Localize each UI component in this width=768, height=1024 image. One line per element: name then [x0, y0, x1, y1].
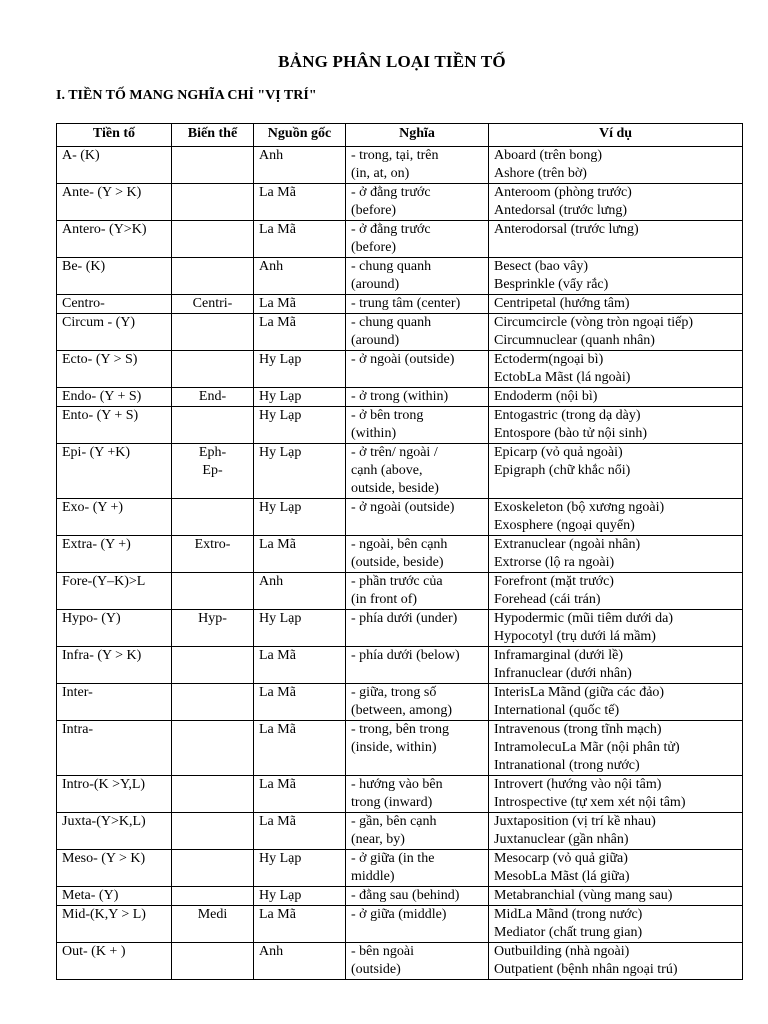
example-cell — [489, 499, 743, 536]
example-cell-line: Besect (bao vây) — [494, 259, 589, 274]
variant-cell — [172, 647, 254, 684]
variant-cell — [172, 295, 254, 314]
variant-cell — [172, 351, 254, 388]
origin-cell-line: Anh — [259, 944, 284, 959]
meaning-cell — [346, 573, 489, 610]
example-cell — [489, 388, 743, 407]
prefix-cell — [57, 610, 172, 647]
meaning-cell-line: (in front of) — [351, 592, 418, 607]
origin-cell-line: Hy Lạp — [259, 888, 302, 903]
origin-cell — [254, 536, 346, 573]
origin-cell-line: La Mã — [259, 685, 296, 700]
prefix-cell-line: A- (K) — [62, 148, 100, 163]
meaning-cell-line: - ở trong (within) — [351, 389, 449, 404]
meaning-cell-line: cạnh (above, — [351, 463, 423, 478]
meaning-cell — [346, 943, 489, 980]
meaning-cell-line: - ở ngoài (outside) — [351, 352, 455, 367]
example-cell — [489, 314, 743, 351]
meaning-cell-line: - chung quanh — [351, 315, 432, 330]
meaning-cell-line: (near, by) — [351, 832, 405, 847]
variant-cell — [172, 813, 254, 850]
meaning-cell-line: (within) — [351, 426, 397, 441]
table-row — [57, 684, 743, 721]
prefix-cell-line: Juxta-(Y>K,L) — [62, 814, 146, 829]
example-cell — [489, 813, 743, 850]
example-cell-line: IntramolecuLa Mãr (nội phân tử) — [494, 740, 680, 755]
table-row — [57, 610, 743, 647]
prefix-cell — [57, 499, 172, 536]
prefix-cell — [57, 258, 172, 295]
origin-cell — [254, 314, 346, 351]
prefix-cell-line: Ante- (Y > K) — [62, 185, 142, 200]
meaning-cell-line: (between, among) — [351, 703, 453, 718]
meaning-cell — [346, 776, 489, 813]
prefix-cell-line: Ento- (Y + S) — [62, 408, 139, 423]
meaning-cell — [346, 295, 489, 314]
meaning-cell-line: (before) — [351, 203, 397, 218]
variant-cell — [172, 407, 254, 444]
variant-cell — [172, 444, 254, 499]
meaning-cell-line: - ở ngoài (outside) — [351, 500, 455, 515]
meaning-cell-line: (in, at, on) — [351, 166, 410, 181]
variant-cell-line: End- — [198, 389, 227, 404]
meaning-cell-line: - phía dưới (below) — [351, 648, 460, 663]
meaning-cell — [346, 258, 489, 295]
prefix-cell-line: Circum - (Y) — [62, 315, 136, 330]
column-header-origin: Nguồn gốc — [254, 124, 346, 147]
origin-cell — [254, 351, 346, 388]
example-cell-line: Introvert (hướng vào nội tâm) — [494, 777, 662, 792]
example-cell-line: EctobLa Mãst (lá ngoài) — [494, 370, 631, 385]
prefix-cell-line: Extra- (Y +) — [62, 537, 131, 552]
variant-cell-line: Ep- — [202, 463, 223, 478]
example-cell-line: Extranuclear (ngoài nhân) — [494, 537, 641, 552]
example-cell — [489, 573, 743, 610]
prefix-cell-line: Epi- (Y +K) — [62, 445, 131, 460]
variant-cell — [172, 499, 254, 536]
meaning-cell-line: - ở giữa (in the — [351, 851, 435, 866]
meaning-cell-line: - trong, bên trong — [351, 722, 449, 737]
meaning-cell-line: (around) — [351, 277, 400, 292]
prefix-cell — [57, 444, 172, 499]
origin-cell — [254, 573, 346, 610]
prefix-cell — [57, 147, 172, 184]
origin-cell — [254, 906, 346, 943]
example-cell-line: Extrorse (lộ ra ngoài) — [494, 555, 615, 570]
table-row — [57, 721, 743, 776]
origin-cell-line: La Mã — [259, 185, 296, 200]
table-row — [57, 887, 743, 906]
variant-cell-line: Eph- — [198, 445, 227, 460]
variant-cell — [172, 573, 254, 610]
origin-cell-line: Hy Lạp — [259, 611, 302, 626]
origin-cell — [254, 610, 346, 647]
origin-cell-line: La Mã — [259, 814, 296, 829]
origin-cell — [254, 887, 346, 906]
example-cell-line: Exoskeleton (bộ xương ngoài) — [494, 500, 665, 515]
example-cell-line: Epigraph (chữ khắc nổi) — [494, 463, 631, 478]
meaning-cell-line: (outside) — [351, 962, 401, 977]
example-cell-line: Juxtanuclear (gần nhân) — [494, 832, 629, 847]
meaning-cell — [346, 221, 489, 258]
meaning-cell-line: - trong, tại, trên — [351, 148, 439, 163]
variant-cell-line: Extro- — [194, 537, 231, 552]
prefix-cell — [57, 388, 172, 407]
variant-cell — [172, 258, 254, 295]
page-title: BẢNG PHÂN LOẠI TIỀN TỐ — [278, 52, 506, 71]
meaning-cell-line: middle) — [351, 869, 395, 884]
variant-cell-line: Hyp- — [198, 611, 227, 626]
origin-cell — [254, 295, 346, 314]
meaning-cell — [346, 887, 489, 906]
prefix-cell-line: Endo- (Y + S) — [62, 389, 142, 404]
meaning-cell — [346, 499, 489, 536]
prefix-cell — [57, 647, 172, 684]
origin-cell-line: Anh — [259, 259, 284, 274]
table-row — [57, 388, 743, 407]
origin-cell — [254, 221, 346, 258]
example-cell — [489, 776, 743, 813]
variant-cell — [172, 314, 254, 351]
prefix-cell-line: Be- (K) — [62, 259, 106, 274]
prefix-cell — [57, 573, 172, 610]
example-cell-line: Endoderm (nội bì) — [494, 389, 598, 404]
table-header-row — [57, 124, 743, 147]
meaning-cell-line: - giữa, trong số — [351, 685, 437, 700]
prefix-cell — [57, 684, 172, 721]
example-cell-line: Antedorsal (trước lưng) — [494, 203, 627, 218]
example-cell-line: Inframarginal (dưới lề) — [494, 648, 624, 663]
meaning-cell — [346, 536, 489, 573]
meaning-cell-line: (outside, beside) — [351, 555, 444, 570]
meaning-cell-line: - ở đằng trước — [351, 185, 431, 200]
example-cell-line: Circumcircle (vòng tròn ngoại tiếp) — [494, 315, 694, 330]
example-cell-line: Ectoderm(ngoại bì) — [494, 352, 604, 367]
prefix-cell-line: Exo- (Y +) — [62, 500, 124, 515]
variant-cell — [172, 776, 254, 813]
example-cell-line: Intravenous (trong tĩnh mạch) — [494, 722, 662, 737]
table-row — [57, 444, 743, 499]
meaning-cell-line: - phía dưới (under) — [351, 611, 458, 626]
prefix-cell — [57, 906, 172, 943]
variant-cell — [172, 610, 254, 647]
meaning-cell-line: - trung tâm (center) — [351, 296, 461, 311]
table-row — [57, 407, 743, 444]
variant-cell — [172, 721, 254, 776]
meaning-cell-line: (inside, within) — [351, 740, 437, 755]
meaning-cell — [346, 147, 489, 184]
origin-cell-line: La Mã — [259, 296, 296, 311]
variant-cell — [172, 147, 254, 184]
meaning-cell — [346, 813, 489, 850]
origin-cell-line: Hy Lạp — [259, 352, 302, 367]
origin-cell-line: Anh — [259, 148, 284, 163]
origin-cell — [254, 943, 346, 980]
origin-cell-line: La Mã — [259, 722, 296, 737]
origin-cell — [254, 776, 346, 813]
variant-cell — [172, 943, 254, 980]
example-cell-line: Epicarp (vỏ quả ngoài) — [494, 445, 623, 460]
example-cell-line: Hypocotyl (trụ dưới lá mầm) — [494, 629, 656, 644]
origin-cell — [254, 388, 346, 407]
table-row — [57, 221, 743, 258]
table-row — [57, 499, 743, 536]
meaning-cell — [346, 314, 489, 351]
meaning-cell — [346, 684, 489, 721]
table-row — [57, 776, 743, 813]
prefix-cell — [57, 536, 172, 573]
example-cell — [489, 647, 743, 684]
origin-cell-line: La Mã — [259, 648, 296, 663]
origin-cell — [254, 444, 346, 499]
meaning-cell-line: (around) — [351, 333, 400, 348]
example-cell-line: Besprinkle (vẩy rắc) — [494, 277, 609, 292]
origin-cell-line: Hy Lạp — [259, 389, 302, 404]
meaning-cell-line: outside, beside) — [351, 481, 439, 496]
meaning-cell-line: (before) — [351, 240, 397, 255]
prefix-cell — [57, 776, 172, 813]
prefix-cell — [57, 295, 172, 314]
prefix-cell — [57, 351, 172, 388]
prefix-cell — [57, 943, 172, 980]
origin-cell-line: Hy Lạp — [259, 500, 302, 515]
meaning-cell — [346, 351, 489, 388]
example-cell — [489, 407, 743, 444]
table-row — [57, 813, 743, 850]
example-cell-line: Entogastric (trong dạ dày) — [494, 408, 641, 423]
variant-cell — [172, 887, 254, 906]
origin-cell-line: La Mã — [259, 777, 296, 792]
prefix-cell-line: Inter- — [62, 685, 93, 700]
meaning-cell-line: - hướng vào bên — [351, 777, 443, 792]
origin-cell-line: Anh — [259, 574, 284, 589]
meaning-cell-line: - bên ngoài — [351, 944, 414, 959]
prefix-cell-line: Ecto- (Y > S) — [62, 352, 138, 367]
prefix-cell-line: Intra- — [62, 722, 94, 737]
origin-cell — [254, 721, 346, 776]
example-cell — [489, 221, 743, 258]
meaning-cell-line: - ở giữa (middle) — [351, 907, 447, 922]
example-cell-line: Metabranchial (vùng mang sau) — [494, 888, 673, 903]
origin-cell — [254, 684, 346, 721]
prefix-cell-line: Hypo- (Y) — [62, 611, 121, 626]
prefix-cell — [57, 407, 172, 444]
column-header-meaning: Nghĩa — [346, 124, 489, 147]
prefix-cell — [57, 721, 172, 776]
table-row — [57, 258, 743, 295]
variant-cell — [172, 221, 254, 258]
prefix-cell-line: Infra- (Y > K) — [62, 648, 142, 663]
origin-cell — [254, 407, 346, 444]
variant-cell — [172, 906, 254, 943]
meaning-cell-line: - phần trước của — [351, 574, 443, 589]
example-cell-line: Aboard (trên bong) — [494, 148, 603, 163]
example-cell-line: Mesocarp (vỏ quả giữa) — [494, 851, 628, 866]
example-cell — [489, 258, 743, 295]
example-cell — [489, 887, 743, 906]
origin-cell — [254, 258, 346, 295]
example-cell — [489, 444, 743, 499]
prefix-cell — [57, 221, 172, 258]
example-cell-line: Mediator (chất trung gian) — [494, 925, 643, 940]
meaning-cell-line: - đằng sau (behind) — [351, 888, 460, 903]
example-cell — [489, 906, 743, 943]
meaning-cell — [346, 388, 489, 407]
example-cell — [489, 536, 743, 573]
example-cell — [489, 147, 743, 184]
table-row — [57, 647, 743, 684]
variant-cell — [172, 850, 254, 887]
origin-cell-line: La Mã — [259, 537, 296, 552]
origin-cell — [254, 499, 346, 536]
prefix-cell — [57, 850, 172, 887]
prefix-cell — [57, 314, 172, 351]
prefix-cell-line: Meso- (Y > K) — [62, 851, 146, 866]
meaning-cell-line: - ở đằng trước — [351, 222, 431, 237]
example-cell-line: MesobLa Mãst (lá giữa) — [494, 869, 630, 884]
table-row — [57, 573, 743, 610]
example-cell-line: Outbuilding (nhà ngoài) — [494, 944, 630, 959]
example-cell-line: Infranuclear (dưới nhân) — [494, 666, 632, 681]
table-row — [57, 850, 743, 887]
example-cell — [489, 610, 743, 647]
table-body — [57, 147, 743, 980]
meaning-cell — [346, 407, 489, 444]
variant-cell — [172, 684, 254, 721]
origin-cell-line: Hy Lạp — [259, 851, 302, 866]
variant-cell — [172, 184, 254, 221]
meaning-cell — [346, 906, 489, 943]
meaning-cell — [346, 184, 489, 221]
example-cell — [489, 943, 743, 980]
prefix-cell-line: Meta- (Y) — [62, 888, 119, 903]
prefix-cell — [57, 184, 172, 221]
origin-cell — [254, 850, 346, 887]
example-cell-line: Outpatient (bệnh nhân ngoại trú) — [494, 962, 678, 977]
example-cell-line: Anteroom (phòng trước) — [494, 185, 632, 200]
meaning-cell-line: trong (inward) — [351, 795, 433, 810]
table-row — [57, 147, 743, 184]
example-cell-line: InterisLa Mãnd (giữa các đảo) — [494, 685, 665, 700]
prefix-cell-line: Mid-(K,Y > L) — [62, 907, 146, 922]
example-cell — [489, 721, 743, 776]
table-row — [57, 314, 743, 351]
table-row — [57, 536, 743, 573]
example-cell-line: Anterodorsal (trước lưng) — [494, 222, 639, 237]
variant-cell-line: Medi — [197, 907, 228, 922]
example-cell-line: Entospore (bào tử nội sinh) — [494, 426, 648, 441]
example-cell — [489, 295, 743, 314]
origin-cell-line: La Mã — [259, 222, 296, 237]
column-header-prefix: Tiền tố — [57, 124, 172, 147]
meaning-cell-line: - ngoài, bên cạnh — [351, 537, 448, 552]
prefix-cell-line: Fore-(Y–K)>L — [62, 574, 146, 589]
example-cell — [489, 684, 743, 721]
prefix-cell-line: Antero- (Y>K) — [62, 222, 147, 237]
table-row — [57, 184, 743, 221]
example-cell-line: Hypodermic (mũi tiêm dưới da) — [494, 611, 674, 626]
table-row — [57, 295, 743, 314]
prefix-cell-line: Out- (K + ) — [62, 944, 126, 959]
meaning-cell-line: - chung quanh — [351, 259, 432, 274]
variant-cell — [172, 388, 254, 407]
example-cell-line: Circumnuclear (quanh nhân) — [494, 333, 655, 348]
meaning-cell — [346, 610, 489, 647]
example-cell-line: Centripetal (hướng tâm) — [494, 296, 630, 311]
example-cell-line: Juxtaposition (vị trí kề nhau) — [494, 814, 656, 829]
prefix-cell — [57, 887, 172, 906]
origin-cell-line: Hy Lạp — [259, 408, 302, 423]
prefix-cell-line: Intro-(K >Y,L) — [62, 777, 146, 792]
prefix-cell-line: Centro- — [62, 296, 105, 311]
example-cell — [489, 184, 743, 221]
variant-cell-line: Centri- — [192, 296, 233, 311]
table-row — [57, 351, 743, 388]
table-row — [57, 943, 743, 980]
meaning-cell — [346, 850, 489, 887]
example-cell-line: Forefront (mặt trước) — [494, 574, 614, 589]
example-cell-line: Introspective (tự xem xét nội tâm) — [494, 795, 686, 810]
variant-cell — [172, 536, 254, 573]
example-cell-line: International (quốc tế) — [494, 703, 620, 718]
meaning-cell-line: - ở trên/ ngoài / — [351, 445, 438, 460]
origin-cell-line: La Mã — [259, 315, 296, 330]
example-cell-line: Intranational (trong nước) — [494, 758, 640, 773]
meaning-cell-line: - ở bên trong — [351, 408, 424, 423]
meaning-cell — [346, 647, 489, 684]
column-header-example: Ví dụ — [489, 124, 743, 147]
example-cell-line: MidLa Mãnd (trong nước) — [494, 907, 643, 922]
table-row — [57, 906, 743, 943]
origin-cell-line: Hy Lạp — [259, 445, 302, 460]
meaning-cell-line: - gần, bên cạnh — [351, 814, 437, 829]
origin-cell — [254, 813, 346, 850]
prefix-cell — [57, 813, 172, 850]
meaning-cell — [346, 444, 489, 499]
origin-cell-line: La Mã — [259, 907, 296, 922]
example-cell-line: Forehead (cái trán) — [494, 592, 601, 607]
prefix-table — [56, 123, 743, 980]
example-cell-line: Exosphere (ngoại quyển) — [494, 518, 635, 533]
example-cell — [489, 850, 743, 887]
meaning-cell — [346, 721, 489, 776]
origin-cell — [254, 647, 346, 684]
origin-cell — [254, 147, 346, 184]
column-header-variant: Biến thể — [172, 124, 254, 147]
section-heading: I. TIỀN TỐ MANG NGHĨA CHỈ "VỊ TRÍ" — [56, 88, 317, 103]
origin-cell — [254, 184, 346, 221]
example-cell — [489, 351, 743, 388]
example-cell-line: Ashore (trên bờ) — [494, 166, 587, 181]
